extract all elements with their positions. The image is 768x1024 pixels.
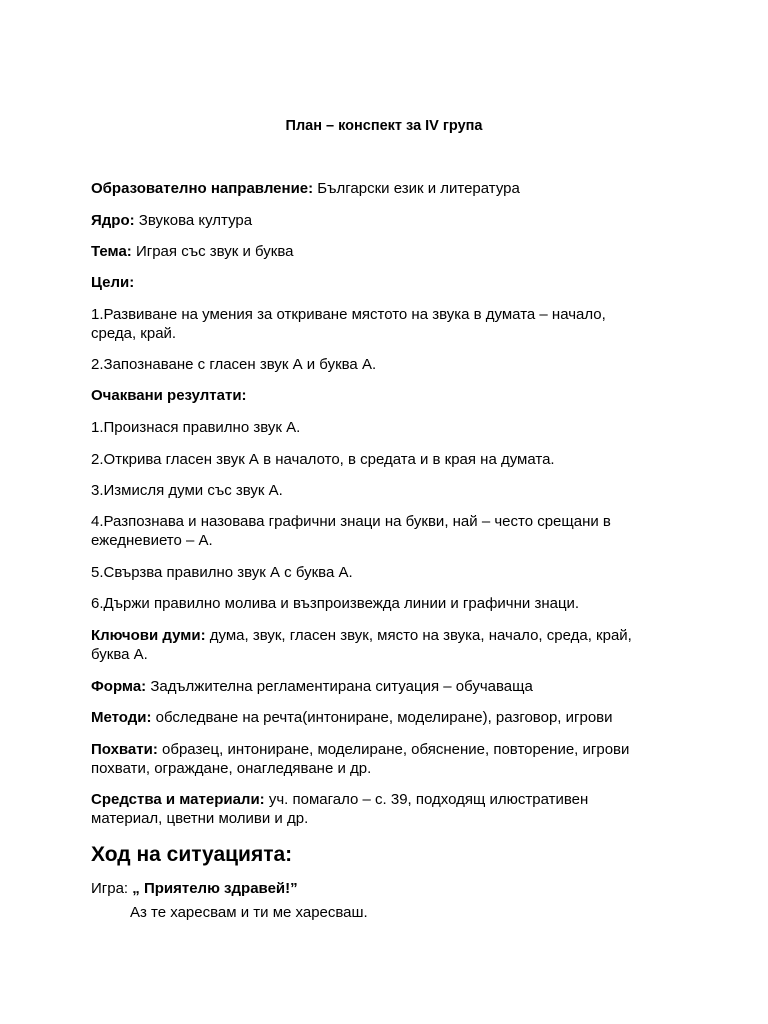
document-title: План – конспект за IV група — [285, 118, 483, 134]
expected-item: 2.Открива гласен звук А в началото, в средата и в края на думата. — [91, 451, 555, 468]
game-verse: Аз те харесвам и ти ме харесваш. — [130, 904, 368, 921]
expected-results-label: Очаквани резултати: — [91, 387, 247, 404]
goals-label: Цели: — [91, 274, 135, 291]
core-value: Звукова култура — [134, 212, 253, 229]
form-value: Задължителна регламентирана ситуация – обучаваща — [146, 678, 533, 695]
goal-item: 2.Запознаване с гласен звук А и буква А. — [91, 356, 377, 373]
techniques-continuation: похвати, ограждане, онагледяване и др. — [91, 760, 372, 777]
materials-continuation: материал, цветни моливи и др. — [91, 810, 309, 827]
game-label: Игра: — [91, 880, 129, 897]
methods-line — [91, 708, 691, 727]
expected-item: 1.Произнася правилно звук А. — [91, 419, 301, 436]
education-area-label: Образователно направление: — [91, 180, 314, 197]
methods-label: Методи: — [91, 709, 152, 726]
techniques-label: Похвати: — [91, 741, 158, 758]
education-area-line — [91, 179, 691, 198]
expected-item: ежедневието – А. — [91, 532, 213, 549]
keywords-line — [91, 626, 691, 645]
core-line — [91, 211, 691, 230]
expected-item: 3.Измисля думи със звук А. — [91, 482, 283, 499]
materials-line — [91, 790, 691, 809]
materials-value: уч. помагало – с. 39, подходящ илюстративен — [264, 791, 589, 808]
situation-heading: Ход на ситуацията: — [91, 843, 293, 866]
core-label: Ядро: — [91, 212, 135, 229]
form-label: Форма: — [91, 678, 147, 695]
keywords-continuation: буква А. — [91, 646, 148, 663]
keywords-label: Ключови думи: — [91, 627, 206, 644]
keywords-value: дума, звук, гласен звук, място на звука, начало, среда, край, — [205, 627, 632, 644]
game-line — [91, 879, 691, 898]
techniques-value: образец, интониране, моделиране, обяснение, повторение, игрови — [157, 741, 630, 758]
form-line — [91, 677, 691, 696]
expected-item: 4.Разпознава и назовава графични знаци на букви, най – често срещани в — [91, 513, 611, 530]
goal-item: 1.Развиване на умения за откриване мястото на звука в думата – начало, — [91, 306, 606, 323]
techniques-line — [91, 740, 691, 759]
methods-value: обследване на речта(интониране, моделиране), разговор, игрови — [151, 709, 613, 726]
topic-line — [91, 242, 691, 261]
expected-item: 5.Свързва правилно звук А с буква А. — [91, 564, 353, 581]
topic-value: Играя със звук и буква — [131, 243, 294, 260]
game-name: „ Приятелю здравей!” — [128, 880, 298, 897]
goal-item: среда, край. — [91, 325, 177, 342]
expected-item: 6.Държи правилно молива и възпроизвежда линии и графични знаци. — [91, 595, 580, 612]
topic-label: Тема: — [91, 243, 132, 260]
education-area-value: Български език и литература — [313, 180, 520, 197]
materials-label: Средства и материали: — [91, 791, 265, 808]
